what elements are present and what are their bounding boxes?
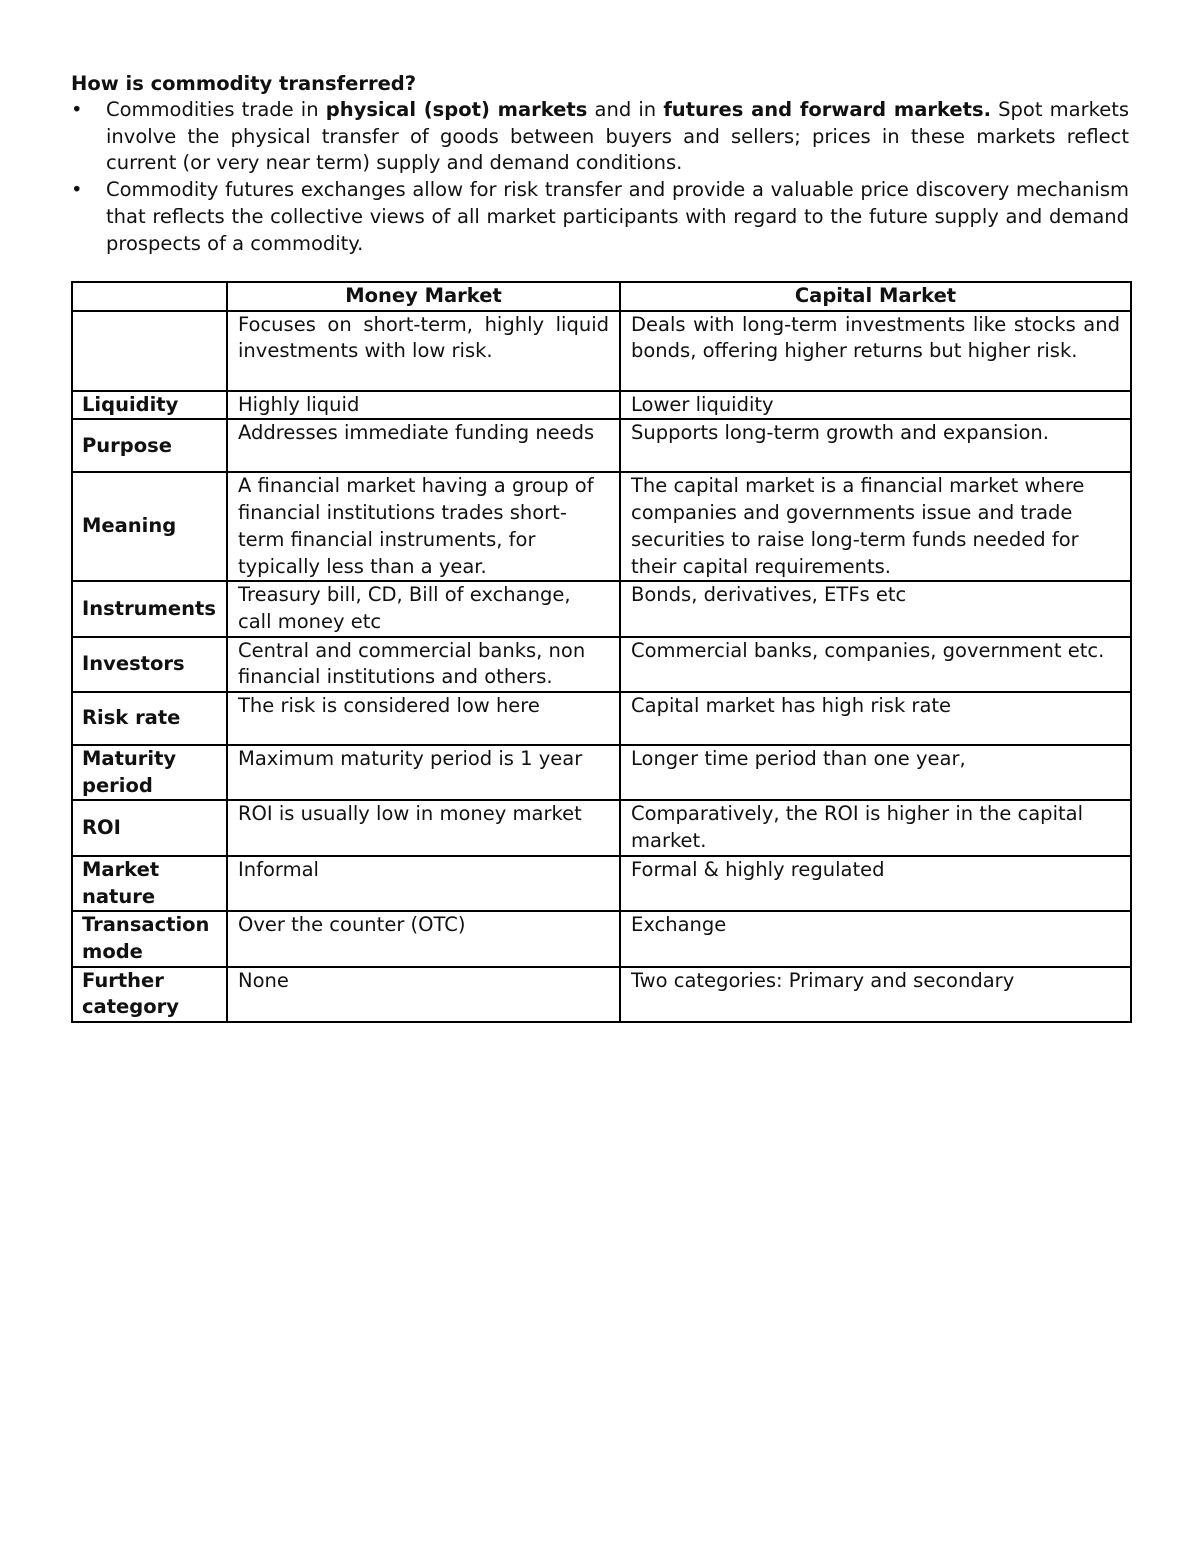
money-market-cell: Informal	[227, 856, 620, 911]
table-row	[72, 311, 1131, 391]
money-market-cell: Highly liquid	[227, 391, 620, 420]
capital-market-cell: Exchange	[620, 911, 1131, 966]
row-label-cell: Market nature	[72, 856, 227, 911]
bullet-text-bold: physical (spot) markets	[325, 98, 588, 121]
money-market-cell: Treasury bill, CD, Bill of exchange, call money etc	[227, 581, 620, 636]
row-label-cell: Investors	[72, 637, 227, 692]
table-row	[72, 745, 1131, 800]
table-row	[72, 800, 1131, 855]
row-label-cell: ROI	[72, 800, 227, 855]
table-row	[72, 856, 1131, 911]
table-row	[72, 581, 1131, 636]
row-label-cell: Maturity period	[72, 745, 227, 800]
bullet-text-part: Commodity futures exchanges allow for risk transfer and provide a valuable price discovery mechanism that reflects the collective views of all market participants with regard to the future supply and demand prospects of a commodity.	[106, 178, 1129, 255]
capital-market-cell: Capital market has high risk rate	[620, 692, 1131, 745]
capital-market-cell: Longer time period than one year,	[620, 745, 1131, 800]
header-cell-empty	[72, 282, 227, 311]
table-header-row	[72, 282, 1131, 311]
money-market-cell: A financial market having a group of financial institutions trades short-term financial instruments, for typically less than a year.	[227, 472, 620, 581]
table-row	[72, 692, 1131, 745]
capital-market-cell: Two categories: Primary and secondary	[620, 967, 1131, 1022]
bullet-text-part: Spot markets involve the physical transfer of goods between buyers and sellers; prices in these markets reflect current (or very near term) supply and demand conditions.	[106, 98, 1130, 175]
capital-market-cell: Comparatively, the ROI is higher in the capital market.	[620, 800, 1131, 855]
capital-market-cell: Bonds, derivatives, ETFs etc	[620, 581, 1131, 636]
money-market-cell: Focuses on short-term, highly liquid investments with low risk.	[227, 311, 620, 391]
table-row	[72, 637, 1131, 692]
money-market-cell: Central and commercial banks, non financial institutions and others.	[227, 637, 620, 692]
row-label-cell: Instruments	[72, 581, 227, 636]
table-row	[72, 967, 1131, 1022]
comparison-table	[71, 281, 1132, 1023]
row-label-cell: Liquidity	[72, 391, 227, 420]
money-market-cell: The risk is considered low here	[227, 692, 620, 745]
money-market-cell: Maximum maturity period is 1 year	[227, 745, 620, 800]
money-market-cell: None	[227, 967, 620, 1022]
capital-market-cell: Lower liquidity	[620, 391, 1131, 420]
bullet-item	[71, 97, 1129, 177]
bullet-list	[71, 97, 1129, 257]
bullet-text-part: and in	[587, 98, 664, 121]
capital-market-cell: The capital market is a financial market where companies and governments issue and trade securities to raise long-term funds needed for their capital requirements.	[620, 472, 1131, 581]
bullet-dot-icon: •	[71, 178, 83, 202]
row-label-cell: Transaction mode	[72, 911, 227, 966]
table-row	[72, 472, 1131, 581]
bullet-item	[71, 177, 1129, 257]
bullet-text-part: Commodities trade in	[106, 98, 326, 121]
money-market-cell: ROI is usually low in money market	[227, 800, 620, 855]
table-row	[72, 419, 1131, 472]
money-market-cell: Addresses immediate funding needs	[227, 419, 620, 472]
header-cell-money-market: Money Market	[227, 282, 620, 311]
header-cell-capital-market: Capital Market	[620, 282, 1131, 311]
capital-market-cell: Formal & highly regulated	[620, 856, 1131, 911]
row-label-cell: Purpose	[72, 419, 227, 472]
capital-market-cell: Supports long-term growth and expansion.	[620, 419, 1131, 472]
bullet-dot-icon: •	[71, 98, 83, 121]
row-label-cell: Meaning	[72, 472, 227, 581]
bullet-text-bold: futures and forward markets.	[663, 98, 991, 121]
table-row	[72, 391, 1131, 420]
row-label-cell: Risk rate	[72, 692, 227, 745]
row-label-cell	[72, 311, 227, 391]
table-row	[72, 911, 1131, 966]
money-market-cell: Over the counter (OTC)	[227, 911, 620, 966]
capital-market-cell: Deals with long-term investments like stocks and bonds, offering higher returns but higher risk.	[620, 311, 1131, 391]
section-heading: How is commodity transferred?	[71, 72, 417, 95]
row-label-cell: Further category	[72, 967, 227, 1022]
capital-market-cell: Commercial banks, companies, government etc.	[620, 637, 1131, 692]
